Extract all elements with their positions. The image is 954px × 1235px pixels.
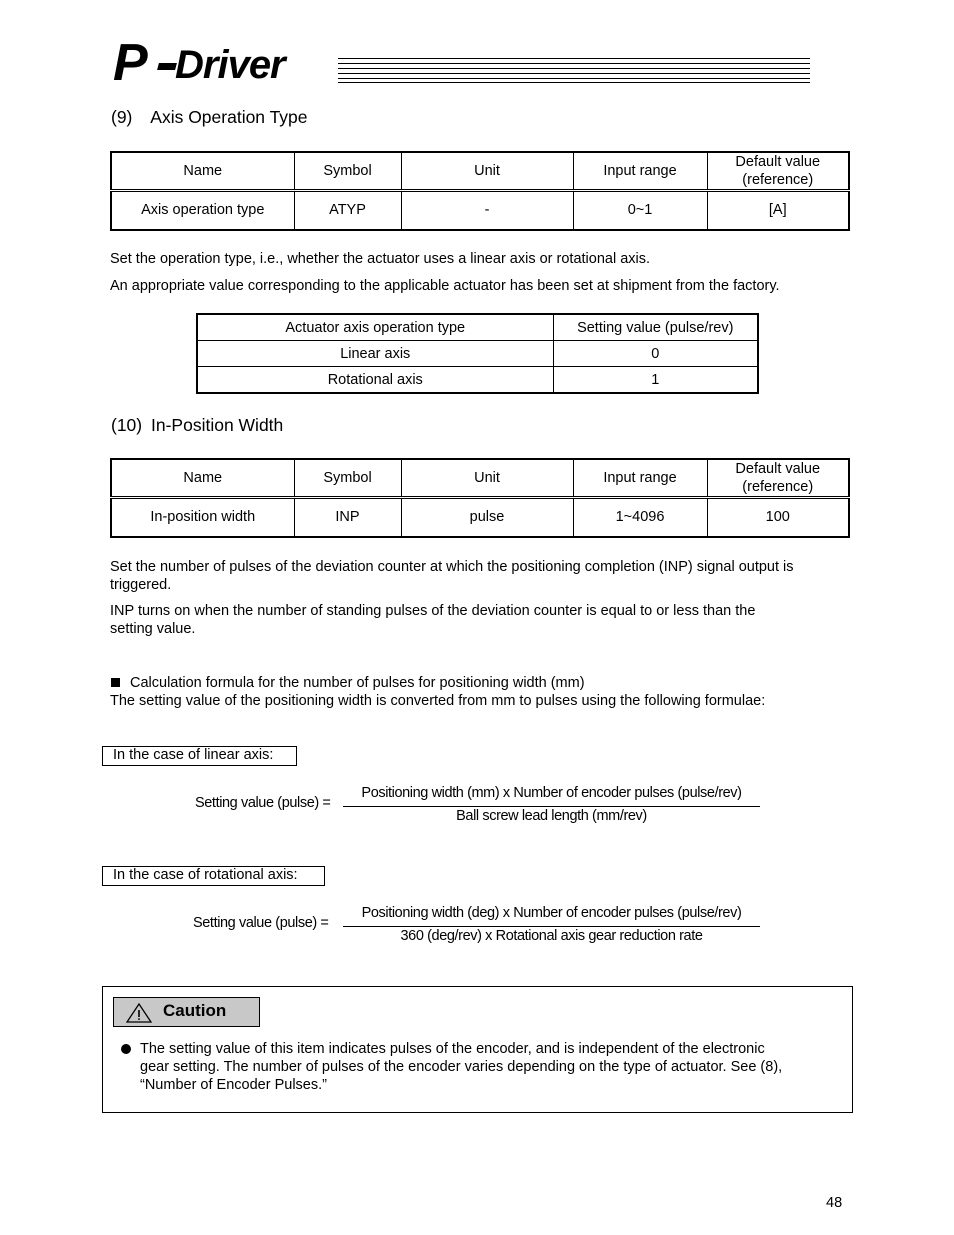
section9-para1: Set the operation type, i.e., whether the actuator uses a linear axis or rotational axis. [110, 251, 651, 267]
section9-title [111, 107, 308, 128]
map-row-linear-value: 0 [553, 341, 758, 367]
linear-fraction-bar [343, 806, 760, 807]
header-input-range: Input range [573, 459, 707, 498]
map-row-rotational-value: 1 [553, 367, 758, 394]
header-input-range: Input range [573, 152, 707, 191]
map-row-rotational-label: Rotational axis [197, 367, 553, 394]
cell-input-range: 0~1 [573, 191, 707, 230]
cell-default-value: [A] [707, 191, 849, 230]
p-driver-logo [113, 34, 343, 92]
section9-heading: Axis Operation Type [150, 107, 308, 127]
section9-number: (9) [111, 107, 133, 127]
calc-description: The setting value of the positioning width is converted from mm to pulses using the following formulae: [110, 693, 766, 709]
map-header-value: Setting value (pulse/rev) [553, 314, 758, 341]
section10-title [111, 415, 283, 436]
section9-para2: An appropriate value corresponding to the applicable actuator has been set at shipment from the factory. [110, 278, 780, 294]
cell-symbol: ATYP [294, 191, 401, 230]
cell-input-range: 1~4096 [573, 498, 707, 537]
caution-text: The setting value of this item indicates pulses of the encoder, and is independent of the electronic gear setting. The number of pulses of the encoder varies depending on the type of actuator. See (8), “Number of Encoder Pulses.” [140, 1041, 783, 1093]
map-row-linear-label: Linear axis [197, 341, 553, 367]
round-bullet-icon [121, 1044, 131, 1054]
rotational-fraction-bar [343, 926, 760, 927]
square-bullet-icon [111, 678, 120, 687]
cell-default-value: 100 [707, 498, 849, 537]
header-unit: Unit [401, 459, 573, 498]
linear-formula-lhs: Setting value (pulse) = [195, 795, 331, 811]
section10-para1: Set the number of pulses of the deviation counter at which the positioning completion (INP) signal output is triggered. [110, 559, 794, 593]
linear-formula-numerator: Positioning width (mm) x Number of encoder pulses (pulse/rev) [361, 785, 742, 801]
section10-heading: In-Position Width [151, 415, 284, 435]
logo-p: P [113, 34, 146, 92]
cell-symbol: INP [294, 498, 401, 537]
header-name: Name [111, 152, 294, 191]
rotational-formula-denominator: 360 (deg/rev) x Rotational axis gear reduction rate [400, 928, 703, 944]
rotational-formula-lhs: Setting value (pulse) = [193, 915, 329, 931]
rotational-formula-numerator: Positioning width (deg) x Number of encoder pulses (pulse/rev) [361, 905, 742, 921]
header-name: Name [111, 459, 294, 498]
header-symbol: Symbol [294, 152, 401, 191]
map-header-type: Actuator axis operation type [197, 314, 553, 341]
header-unit: Unit [401, 152, 573, 191]
warning-triangle-icon [126, 1003, 152, 1023]
linear-axis-label: In the case of linear axis: [102, 746, 297, 766]
caution-title: Caution [163, 1001, 227, 1020]
caution-label [113, 997, 260, 1027]
header-rule-lines [338, 58, 810, 84]
header-default-value: Default value (reference) [707, 152, 849, 191]
calc-title: Calculation formula for the number of pulses for positioning width (mm) [130, 675, 585, 691]
section9-param-table [110, 151, 850, 231]
section10-number: (10) [111, 415, 143, 435]
section10-param-table [110, 458, 850, 538]
cell-unit: - [401, 191, 573, 230]
axis-type-setting-table [196, 313, 759, 394]
section10-para2: INP turns on when the number of standing pulses of the deviation counter is equal to or less than the setting value. [110, 603, 756, 637]
page-number: 48 [826, 1195, 843, 1211]
linear-formula-denominator: Ball screw lead length (mm/rev) [456, 808, 647, 824]
cell-name: In-position width [111, 498, 294, 537]
logo-dash [157, 63, 177, 70]
header-default-value: Default value (reference) [707, 459, 849, 498]
rotational-axis-label: In the case of rotational axis: [102, 866, 325, 886]
cell-unit: pulse [401, 498, 573, 537]
header-symbol: Symbol [294, 459, 401, 498]
cell-name: Axis operation type [111, 191, 294, 230]
logo-driver: Driver [175, 43, 285, 87]
